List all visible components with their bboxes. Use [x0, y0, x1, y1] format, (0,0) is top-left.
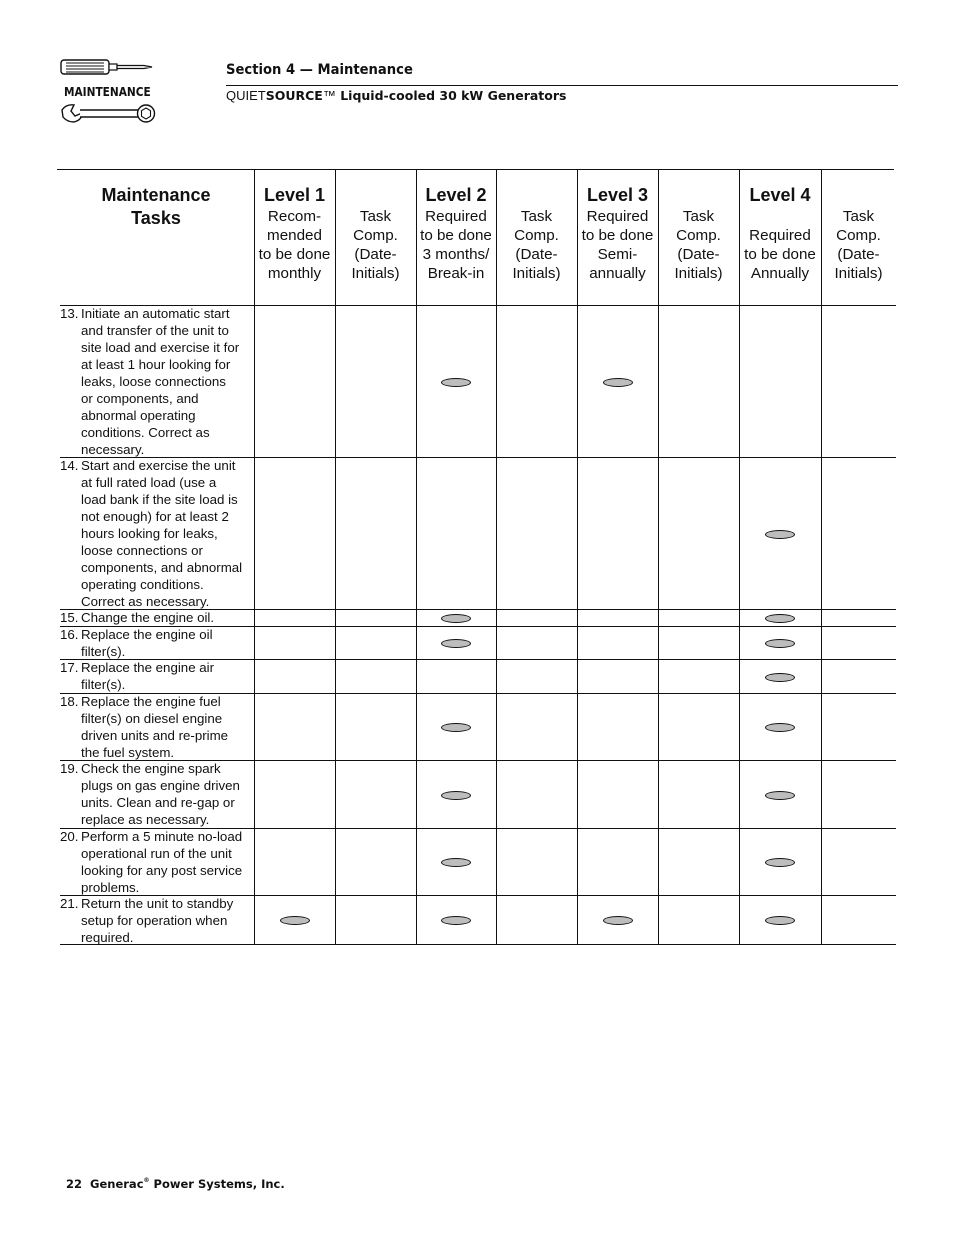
task-comp-line: Task [682, 208, 715, 225]
task-row-17 [60, 659, 254, 693]
task-number: 18. [60, 694, 79, 709]
level-desc-line: to be done [581, 227, 654, 244]
task-description [81, 895, 254, 946]
task-number: 13. [60, 306, 79, 321]
page-number: 22 [66, 1177, 83, 1191]
task-comp-line: (Date- [837, 246, 880, 263]
level-desc-line: to be done [744, 246, 816, 263]
task-line: Return the unit to standby [81, 896, 234, 911]
task-line: operating conditions. [81, 577, 204, 592]
task-number: 21. [60, 896, 79, 911]
task-line: Replace the engine air [81, 660, 215, 675]
header-spacer [739, 207, 821, 226]
task-line: replace as necessary. [81, 812, 210, 827]
task-comp-line: Comp. [676, 227, 721, 244]
level-2-required-marker [441, 858, 471, 867]
section-title: Section 4 — Maintenance [226, 62, 413, 78]
task-line: driven units and re-prime [81, 728, 229, 743]
task-row-20 [60, 828, 254, 895]
task-row-13 [60, 305, 254, 457]
task-comp-header-1 [335, 170, 416, 305]
level-4-required-marker [765, 858, 795, 867]
task-line: load bank if the site load is [81, 492, 238, 507]
task-line: required. [81, 930, 134, 945]
task-comp-line: Initials) [674, 265, 723, 282]
task-line: Replace the engine fuel [81, 694, 221, 709]
task-line: leaks, loose connections [81, 374, 226, 389]
task-row-15 [60, 609, 254, 626]
task-number: 17. [60, 660, 79, 675]
level-2-required-marker [441, 916, 471, 925]
task-comp-line: Comp. [353, 227, 398, 244]
task-description [81, 626, 254, 660]
task-line: Change the engine oil. [81, 610, 215, 625]
level-desc-line: Recom- [267, 208, 322, 225]
level-4-required-marker [765, 916, 795, 925]
tasks-header-line1: Maintenance [101, 185, 211, 205]
level-2-required-marker [441, 639, 471, 648]
task-line: Check the engine spark [81, 761, 221, 776]
level-desc-line: Break-in [427, 265, 485, 282]
task-line: plugs on gas engine driven [81, 778, 240, 793]
header-rule [226, 85, 898, 86]
task-line: necessary. [81, 442, 145, 457]
level-3-required-marker [603, 916, 633, 925]
level-desc-line: mended [267, 227, 322, 244]
task-line: at least 1 hour looking for [81, 357, 231, 372]
level-desc-line: monthly [267, 265, 322, 282]
task-line: abnormal operating [81, 408, 196, 423]
task-line: filter(s) on diesel engine [81, 711, 223, 726]
level-desc-line: Required [425, 208, 487, 225]
task-comp-line: (Date- [677, 246, 720, 263]
task-line: or components, and [81, 391, 199, 406]
level-4-required-marker [765, 723, 795, 732]
task-comp-header-3 [658, 170, 739, 305]
level-desc-line: 3 months/ [422, 246, 490, 263]
header-spacer [821, 170, 896, 207]
task-comp-line: Initials) [512, 265, 561, 282]
level-desc-line: Required [586, 208, 649, 225]
level-desc-line: annually [589, 265, 646, 282]
level-title: Level 4 [749, 185, 811, 205]
task-line: setup for operation when [81, 913, 228, 928]
task-description [81, 693, 254, 761]
level-title: Level 1 [263, 185, 326, 205]
task-number: 14. [60, 458, 79, 473]
level-4-required-marker [765, 639, 795, 648]
task-comp-header-4 [821, 170, 896, 305]
level-2-required-marker [441, 614, 471, 623]
level-4-required-marker [765, 791, 795, 800]
task-line: hours looking for leaks, [81, 526, 218, 541]
task-comp-line: Initials) [351, 265, 400, 282]
task-row-21 [60, 895, 254, 944]
task-number: 20. [60, 829, 79, 844]
level-4-required-marker [765, 673, 795, 682]
task-line: units. Clean and re-gap or [81, 795, 235, 810]
task-number: 19. [60, 761, 79, 776]
subtitle-rest: Liquid-cooled 30 kW Generators [335, 88, 567, 103]
subtitle-prefix: QUIET [226, 88, 266, 103]
task-line: looking for any post service [81, 863, 243, 878]
task-line: site load and exercise it for [81, 340, 240, 355]
task-description [81, 609, 254, 626]
level-title: Level 3 [586, 185, 649, 205]
level-4-header [739, 170, 821, 305]
task-line: and transfer of the unit to [81, 323, 229, 338]
task-row-14 [60, 457, 254, 609]
registered-mark: ® [143, 1177, 150, 1184]
task-line: loose connections or [81, 543, 203, 558]
task-description [81, 659, 254, 693]
level-4-required-marker [765, 530, 795, 539]
level-title: Level 2 [425, 185, 487, 205]
task-number: 16. [60, 627, 79, 642]
task-description [81, 457, 254, 610]
task-line: not enough) for at least 2 [81, 509, 229, 524]
level-3-header [577, 170, 658, 305]
task-line: at full rated load (use a [81, 475, 217, 490]
tasks-column-header [60, 184, 252, 230]
document-subtitle [226, 88, 566, 103]
level-desc-line: to be done [258, 246, 331, 263]
task-line: Perform a 5 minute no-load [81, 829, 243, 844]
level-2-required-marker [441, 378, 471, 387]
task-line: operational run of the unit [81, 846, 232, 861]
task-comp-line: (Date- [515, 246, 558, 263]
level-desc-line: to be done [420, 227, 492, 244]
task-line: filter(s). [81, 677, 126, 692]
logo-label: MAINTENANCE [64, 85, 151, 99]
task-line: Replace the engine oil [81, 627, 213, 642]
task-line: Initiate an automatic start [81, 306, 230, 321]
task-description [81, 760, 254, 828]
maintenance-logo [60, 58, 156, 130]
company-prefix: Generac [90, 1177, 144, 1191]
level-3-required-marker [603, 378, 633, 387]
task-line: Correct as necessary. [81, 594, 210, 609]
task-comp-line: Task [842, 208, 875, 225]
header-spacer [496, 170, 577, 207]
level-4-required-marker [765, 614, 795, 623]
task-line: the fuel system. [81, 745, 175, 760]
subtitle-tm: ™ [322, 88, 336, 103]
company-rest: Power Systems, Inc. [149, 1177, 285, 1191]
task-comp-line: (Date- [354, 246, 397, 263]
task-comp-line: Task [520, 208, 553, 225]
task-comp-line: Initials) [834, 265, 883, 282]
task-line: filter(s). [81, 644, 126, 659]
level-2-required-marker [441, 791, 471, 800]
wrench-icon [60, 100, 156, 130]
tasks-header-line2: Tasks [131, 208, 181, 228]
level-1-required-marker [280, 916, 310, 925]
task-description [81, 828, 254, 896]
task-line: Start and exercise the unit [81, 458, 236, 473]
level-desc-line: Required [749, 227, 811, 244]
task-comp-line: Comp. [836, 227, 881, 244]
task-comp-line: Comp. [514, 227, 559, 244]
header-spacer [658, 170, 739, 207]
task-number: 15. [60, 610, 79, 625]
subtitle-brand: SOURCE [265, 88, 323, 103]
task-row-18 [60, 693, 254, 760]
page-footer [66, 1177, 285, 1191]
task-comp-header-2 [496, 170, 577, 305]
task-comp-line: Task [359, 208, 392, 225]
task-line: problems. [81, 880, 140, 895]
task-description [81, 305, 254, 458]
level-2-required-marker [441, 723, 471, 732]
task-line: components, and abnormal [81, 560, 243, 575]
screwdriver-icon [60, 58, 156, 78]
task-row-16 [60, 626, 254, 659]
header-spacer [335, 170, 416, 207]
level-desc-line: Annually [750, 265, 810, 282]
task-row-19 [60, 760, 254, 828]
level-desc-line: Semi- [597, 246, 638, 263]
level-1-header [254, 170, 335, 305]
level-2-header [416, 170, 496, 305]
task-line: conditions. Correct as [81, 425, 210, 440]
